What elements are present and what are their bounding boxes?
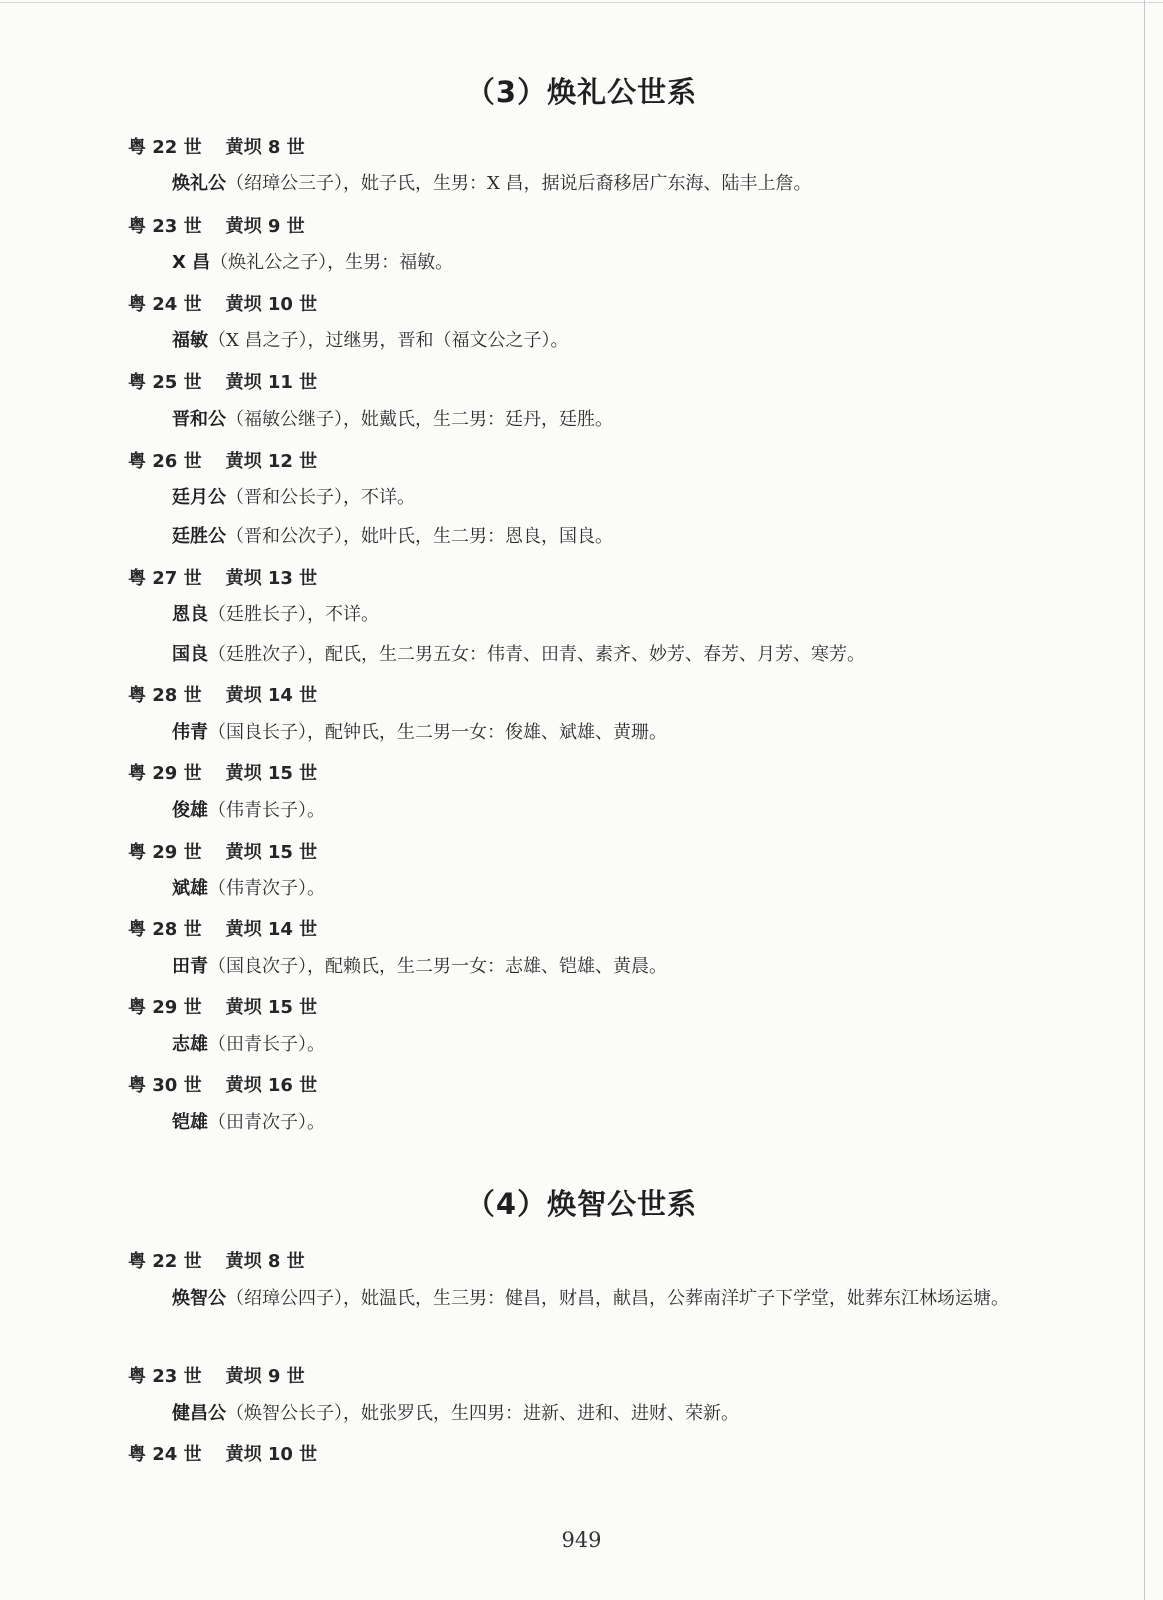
generation-header: 粤 29 世 黄坝 15 世 bbox=[128, 842, 318, 863]
right-edge-line bbox=[1144, 0, 1145, 1600]
section-title-3: （3）焕礼公世系 bbox=[465, 75, 698, 109]
lineage-entry: 志雄（田青长子）。 bbox=[172, 1034, 325, 1055]
lineage-entry: 铠雄（田青次子）。 bbox=[172, 1112, 325, 1133]
lineage-entry: 廷胜公（晋和公次子），妣叶氏，生二男：恩良，国良。 bbox=[172, 526, 613, 547]
lineage-entry: 田青（国良次子），配赖氏，生二男一女：志雄、铠雄、黄晨。 bbox=[172, 956, 667, 977]
page-number: 949 bbox=[561, 1528, 602, 1552]
section-title-4: （4）焕智公世系 bbox=[465, 1187, 698, 1221]
generation-header: 粤 24 世 黄坝 10 世 bbox=[128, 1444, 318, 1465]
lineage-entry: 国良（廷胜次子），配氏，生二男五女：伟青、田青、素齐、妙芳、春芳、月芳、寒芳。 bbox=[172, 644, 865, 665]
generation-header: 粤 24 世 黄坝 10 世 bbox=[128, 294, 318, 315]
top-edge-line bbox=[0, 2, 1163, 3]
generation-header: 粤 22 世 黄坝 8 世 bbox=[128, 1251, 305, 1272]
generation-header: 粤 29 世 黄坝 15 世 bbox=[128, 997, 318, 1018]
generation-header: 粤 25 世 黄坝 11 世 bbox=[128, 372, 318, 393]
lineage-entry: 福敏（X 昌之子），过继男，晋和（福文公之子）。 bbox=[172, 330, 569, 351]
generation-header: 粤 23 世 黄坝 9 世 bbox=[128, 216, 305, 237]
generation-header: 粤 29 世 黄坝 15 世 bbox=[128, 763, 318, 784]
lineage-entry: 斌雄（伟青次子）。 bbox=[172, 878, 325, 899]
lineage-entry: 焕智公（绍璋公四子），妣温氏，生三男：健昌，财昌，献昌，公葬南洋圹子下学堂，妣葬东江林场运塘。 bbox=[172, 1288, 1009, 1309]
lineage-entry: 焕礼公（绍璋公三子），妣子氏，生男：X 昌，据说后裔移居广东海、陆丰上詹。 bbox=[172, 173, 812, 194]
lineage-entry: 恩良（廷胜长子），不详。 bbox=[172, 604, 379, 625]
lineage-entry: 伟青（国良长子），配钟氏，生二男一女：俊雄、斌雄、黄珊。 bbox=[172, 722, 667, 743]
generation-header: 粤 28 世 黄坝 14 世 bbox=[128, 919, 318, 940]
lineage-entry: 健昌公（焕智公长子），妣张罗氏，生四男：进新、进和、进财、荣新。 bbox=[172, 1403, 739, 1424]
generation-header: 粤 27 世 黄坝 13 世 bbox=[128, 568, 318, 589]
lineage-entry: 廷月公（晋和公长子），不详。 bbox=[172, 487, 415, 508]
generation-header: 粤 22 世 黄坝 8 世 bbox=[128, 137, 305, 158]
lineage-entry: 晋和公（福敏公继子），妣戴氏，生二男：廷丹，廷胜。 bbox=[172, 409, 613, 430]
generation-header: 粤 30 世 黄坝 16 世 bbox=[128, 1075, 318, 1096]
generation-header: 粤 28 世 黄坝 14 世 bbox=[128, 685, 318, 706]
lineage-entry: 俊雄（伟青长子）。 bbox=[172, 800, 325, 821]
generation-header: 粤 26 世 黄坝 12 世 bbox=[128, 451, 318, 472]
lineage-entry: X 昌（焕礼公之子），生男：福敏。 bbox=[172, 252, 454, 273]
generation-header: 粤 23 世 黄坝 9 世 bbox=[128, 1366, 305, 1387]
